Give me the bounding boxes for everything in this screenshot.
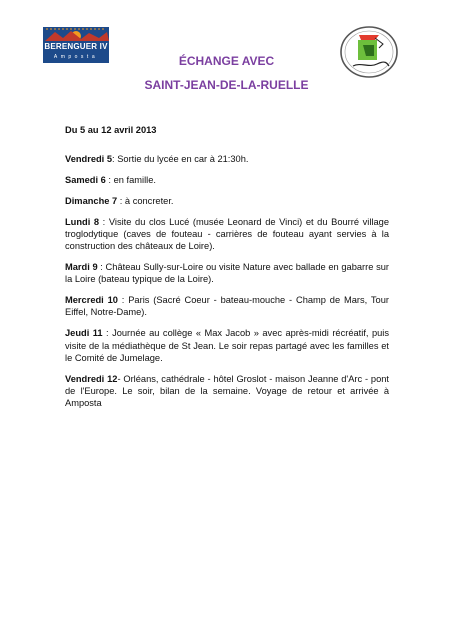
day-text: : Paris (Sacré Coeur - bateau-mouche - Champ de Mars, Tour Eiffel, Notre-Dame). (65, 295, 389, 318)
day-entry (65, 174, 389, 186)
day-text: - Orléans, cathédrale - hôtel Groslot - maison Jeanne d'Arc - pont de l'Europe. Le soir, bilan de la semaine. Voyage de retour et arrivée à Amposta (65, 373, 389, 409)
day-text: : Visite du clos Lucé (musée Leonard de Vinci) et du Bourré village troglodytique (caves de fouteau - carrières de fouteau ayant servies à la construction des châteaux de Loire). (65, 216, 389, 252)
day-label: Samedi 6 (65, 175, 106, 186)
document-body (65, 124, 389, 418)
day-text: : Château Sully-sur-Loire ou visite Nature avec ballade en gabarre sur la Loire (bateau typique de la Loire). (65, 262, 389, 285)
day-entry (65, 373, 389, 410)
day-entry (65, 195, 389, 207)
date-range: Du 5 au 12 avril 2013 (65, 125, 157, 135)
logo-sun-graphic (43, 27, 109, 41)
title-line-2: SAINT-JEAN-DE-LA-RUELLE (144, 78, 309, 92)
day-label: Lundi 8 (65, 216, 100, 227)
title-line-1: ÉCHANGE AVEC (178, 54, 275, 68)
day-label: Mardi 9 (65, 262, 98, 273)
day-entry (65, 216, 389, 253)
day-text: : Journée au collège « Max Jacob » avec après-midi récréatif, puis visite de la médiathèque de St Jean. Le soir repas partagé avec les familles et le Comité de Jumelage. (65, 328, 389, 363)
day-label: Vendredi 12 (65, 373, 118, 384)
day-entry (65, 261, 389, 286)
logo-school-name: BERENGUER IV (44, 42, 108, 51)
college-emblem-icon (339, 26, 399, 78)
day-label: Vendredi 5 (65, 154, 113, 165)
day-label: Dimanche 7 (65, 195, 118, 206)
day-entry (65, 153, 389, 165)
day-text: : en famille. (105, 175, 156, 186)
sun-mountains-icon (43, 27, 109, 41)
day-text: : à concreter. (117, 195, 174, 206)
day-label: Mercredi 10 (65, 295, 118, 306)
day-entry (65, 294, 389, 319)
logo-city: Amposta (53, 54, 99, 60)
day-label: Jeudi 11 (65, 328, 103, 339)
day-text: : Sortie du lycée en car à 21:30h. (112, 154, 249, 165)
day-entry (65, 327, 389, 364)
college-logo-right (339, 26, 399, 78)
